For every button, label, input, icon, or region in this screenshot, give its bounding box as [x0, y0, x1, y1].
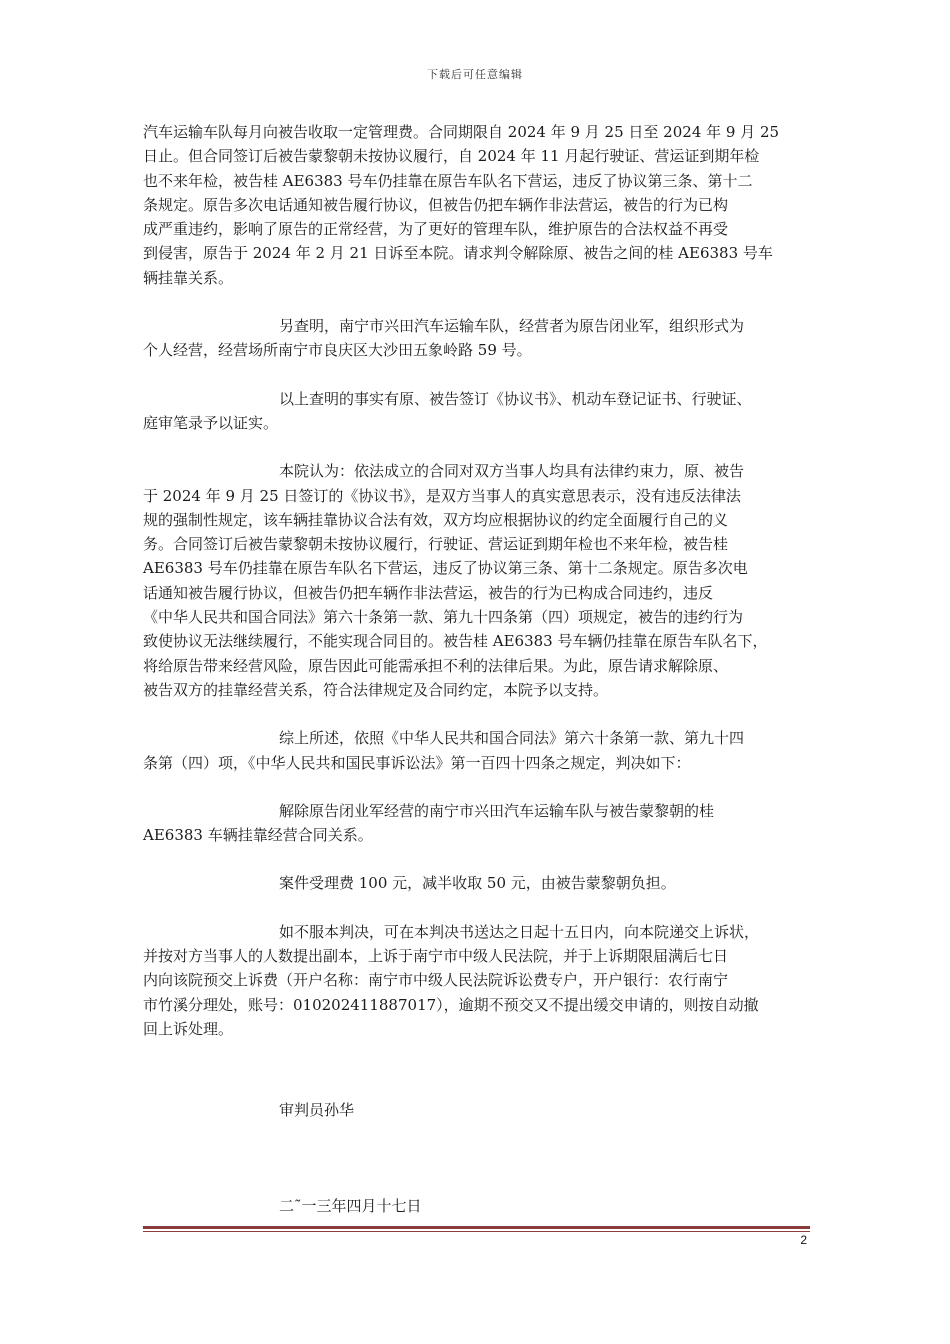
paragraph-appeal [143, 920, 810, 1041]
text-line: 另查明，南宁市兴田汽车运输车队，经营者为原告闭业军，组织形式为 [279, 317, 745, 336]
text-line: 市竹溪分理处，账号：010202411887017），逾期不预交又不提出缓交申请的，则按自动撤 [143, 995, 759, 1014]
text-line: 案件受理费 100 元，减半收取 50 元，由被告蒙黎朝负担。 [279, 874, 676, 893]
paragraph-evidence [143, 387, 810, 436]
text-line: 个人经营，经营场所南宁市良庆区大沙田五象岭路 59 号。 [143, 341, 532, 360]
text-line: 务。合同签订后被告蒙黎朝未按协议履行，行驶证、营运证到期年检也不来年检，被告桂 [143, 535, 729, 554]
header-note: 下载后可任意编辑 [427, 68, 523, 81]
text-line: 庭审笔录予以证实。 [143, 413, 279, 432]
text-line: 如不服本判决，可在本判决书送达之日起十五日内，向本院递交上诉状， [279, 922, 760, 941]
text-line: 回上诉处理。 [143, 1019, 234, 1038]
paragraph-judgment [143, 799, 810, 848]
text-line: 日止。但合同签订后被告蒙黎朝未按协议履行，自 2024 年 11 月起行驶证、营运证到期年检 [143, 147, 760, 166]
text-line: 致使协议无法继续履行，不能实现合同目的。被告桂 AE6383 号车辆仍挂靠在原告车队名下， [143, 632, 768, 651]
text-line: 于 2024 年 9 月 25 日签订的《协议书》，是双方当事人的真实意思表示，没有违反法律法 [143, 486, 741, 505]
text-line: 也不来年检，被告桂 AE6383 号车仍挂靠在原告车队名下营运，违反了协议第三条、第十二 [143, 171, 753, 190]
document-body [143, 120, 810, 1065]
text-line: 汽车运输车队每月向被告收取一定管理费。合同期限自 2024 年 9 月 25 日至 2024 年 9 月 25 [143, 123, 780, 141]
footer-rule [143, 1226, 810, 1229]
text-line: 成严重违约，影响了原告的正常经营，为了更好的管理车队，维护原告的合法权益不再受 [143, 220, 729, 239]
page-number: 2 [800, 1233, 807, 1247]
text-line: 辆挂靠关系。 [143, 268, 234, 287]
text-line: 将给原告带来经营风险，原告因此可能需承担不利的法律后果。为此，原告请求解除原、 [143, 656, 729, 675]
paragraph-fees [143, 871, 810, 895]
paragraph-facts [143, 120, 810, 290]
text-line: 内向该院预交上诉费（开户名称：南宁市中级人民法院诉讼费专户，开户银行：农行南宁 [143, 971, 729, 990]
judgment-date: 二˜一三年四月十七日 [279, 1197, 422, 1215]
judge-signature: 审判员孙华 [279, 1101, 355, 1119]
footer-rule-thin [143, 1231, 810, 1232]
paragraph-legal-basis [143, 726, 810, 775]
text-line: 以上查明的事实有原、被告签订《协议书》、机动车登记证书、行驶证、 [279, 389, 752, 408]
text-line: 《中华人民共和国合同法》第六十条第一款、第九十四条第（四）项规定，被告的违约行为 [143, 608, 744, 627]
text-line: 规的强制性规定，该车辆挂靠协议合法有效，双方均应根据协议的约定全面履行自己的义 [143, 510, 729, 529]
text-line: 并按对方当事人的人数提出副本，上诉于南宁市中级人民法院，并于上诉期限届满后七日 [143, 947, 729, 966]
paragraph-court-opinion [143, 459, 810, 702]
text-line: 话通知被告履行协议，但被告仍把车辆作非法营运，被告的行为已构成合同违约，违反 [143, 583, 714, 602]
text-line: 到侵害，原告于 2024 年 2 月 21 日诉至本院。请求判令解除原、被告之间的桂 AE6383 号车 [143, 244, 773, 263]
text-line: 本院认为：依法成立的合同对双方当事人均具有法律约束力，原、被告 [279, 462, 745, 481]
text-line: 条规定。原告多次电话通知被告履行协议，但被告仍把车辆作非法营运，被告的行为已构 [143, 195, 729, 214]
paragraph-further-findings [143, 314, 810, 363]
text-line: AE6383 号车仍挂靠在原告车队名下营运，违反了协议第三条、第十二条规定。原告多次电 [143, 559, 748, 578]
text-line: 解除原告闭业军经营的南宁市兴田汽车运输车队与被告蒙黎朝的桂 [279, 801, 715, 820]
text-line: 综上所述，依照《中华人民共和国合同法》第六十条第一款、第九十四 [279, 729, 745, 748]
text-line: 条第（四）项，《中华人民共和国民事诉讼法》第一百四十四条之规定，判决如下： [143, 753, 691, 772]
text-line: AE6383 车辆挂靠经营合同关系。 [143, 826, 373, 845]
text-line: 被告双方的挂靠经营关系，符合法律规定及合同约定，本院予以支持。 [143, 680, 609, 699]
